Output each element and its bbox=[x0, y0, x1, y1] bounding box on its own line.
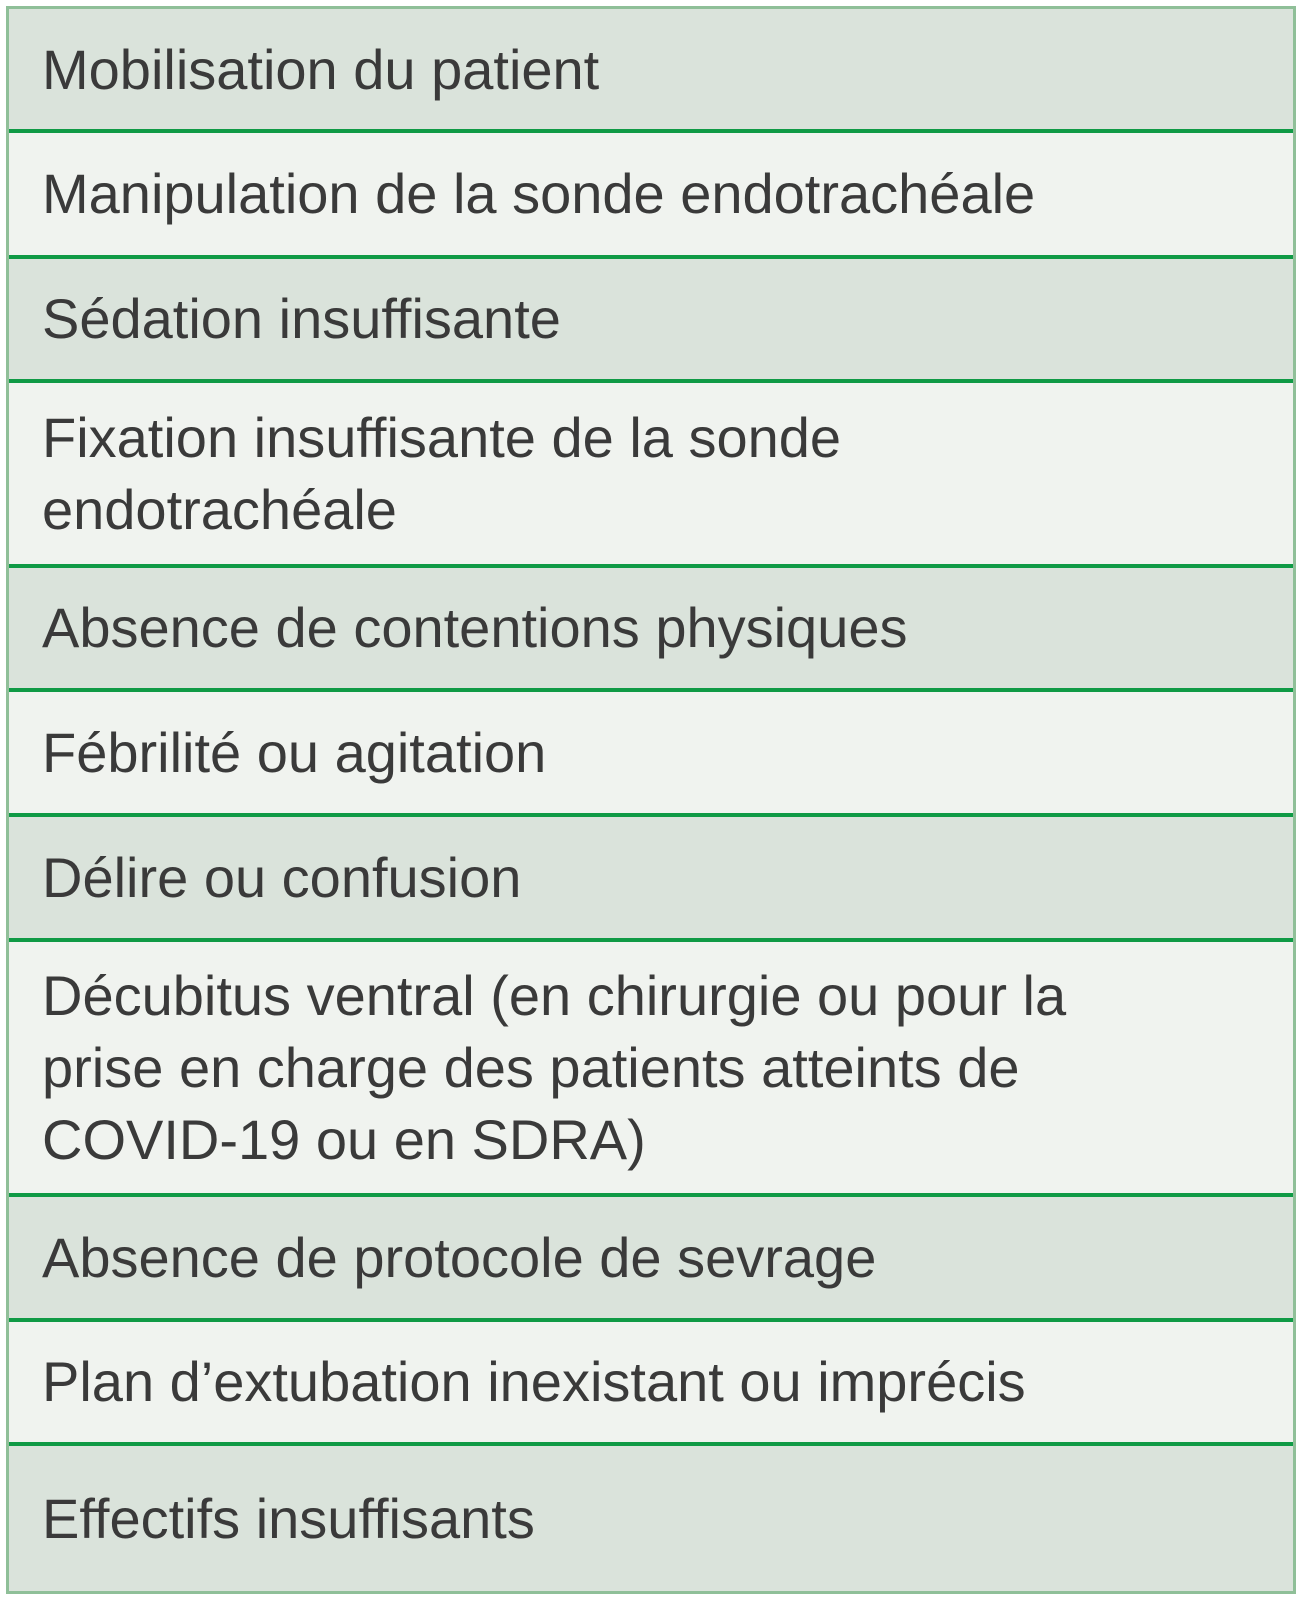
table-row bbox=[9, 817, 1293, 938]
row-text: Manipulation de la sonde endotrachéale bbox=[42, 162, 1036, 225]
table-row bbox=[9, 568, 1293, 688]
table-row bbox=[9, 942, 1293, 1193]
row-text: Absence de contentions physiques bbox=[42, 596, 908, 659]
row-text: Décubitus ventral (en chirurgie ou pour la prise en charge des patients atteints de COVID-19 ou en SDRA) bbox=[42, 963, 1067, 1171]
table-row bbox=[9, 383, 1293, 564]
row-text: Fixation insuffisante de la sonde endotrachéale bbox=[42, 405, 842, 541]
row-text: Mobilisation du patient bbox=[42, 38, 600, 101]
table-row bbox=[9, 1446, 1293, 1591]
table-row bbox=[9, 9, 1293, 131]
table-row bbox=[9, 1322, 1293, 1442]
row-text: Délire ou confusion bbox=[42, 845, 522, 909]
row-text: Effectifs insuffisants bbox=[42, 1486, 535, 1550]
table-row bbox=[9, 133, 1293, 255]
row-text: Absence de protocole de sevrage bbox=[42, 1225, 877, 1289]
table-row bbox=[9, 259, 1293, 379]
table-row bbox=[9, 692, 1293, 813]
row-text: Fébrilité ou agitation bbox=[42, 720, 547, 784]
risk-factor-table bbox=[6, 6, 1296, 1594]
row-text: Plan d’extubation inexistant ou imprécis bbox=[42, 1350, 1026, 1413]
row-text: Sédation insuffisante bbox=[42, 287, 561, 350]
table-row bbox=[9, 1197, 1293, 1318]
